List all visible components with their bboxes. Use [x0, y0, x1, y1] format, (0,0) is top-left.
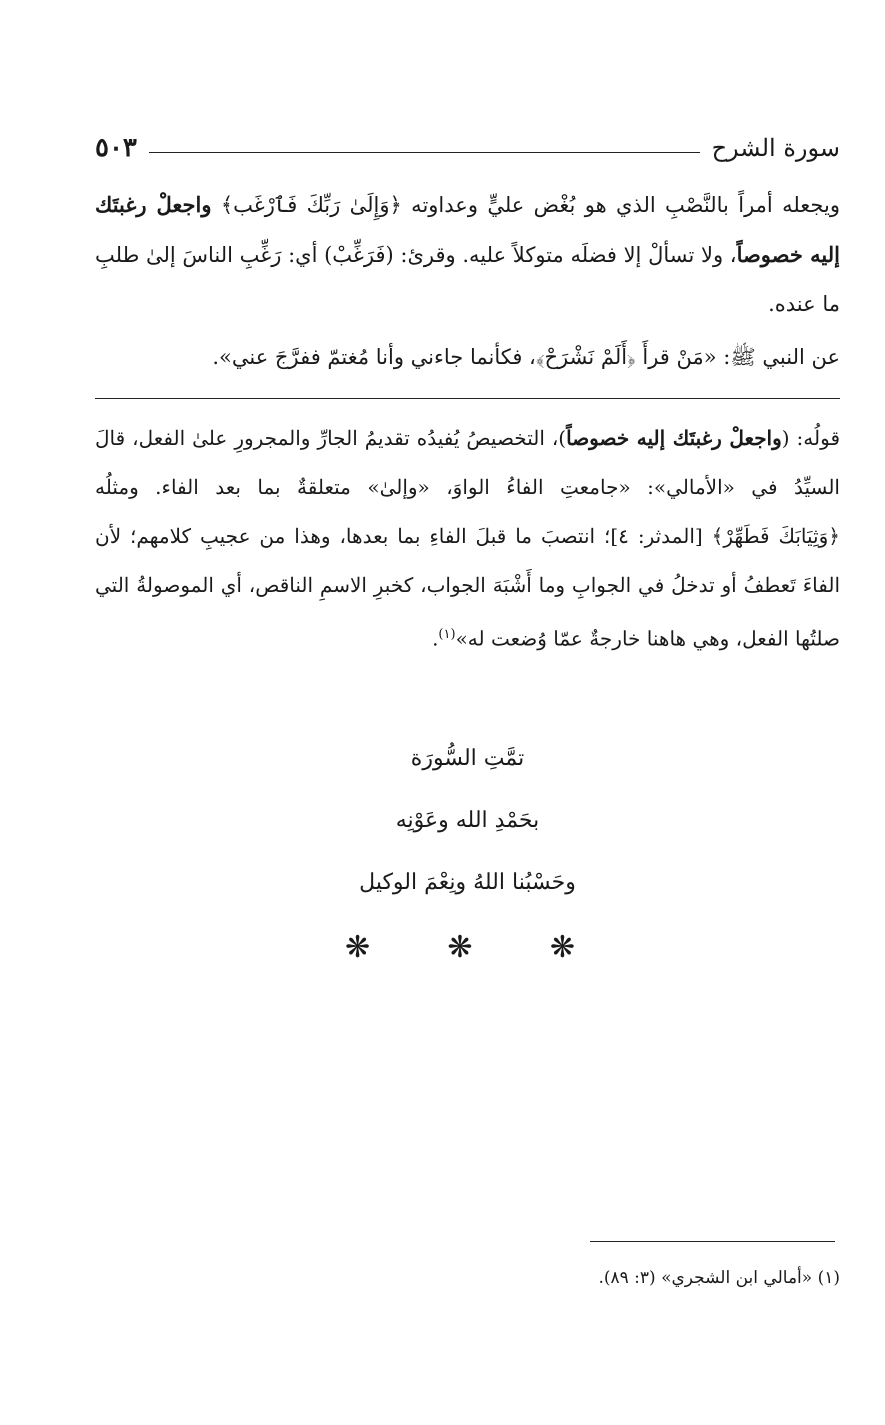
closing-line-2: بحَمْدِ الله وعَوْنِه	[395, 808, 540, 833]
page-header	[95, 128, 840, 168]
ornament-stars	[345, 930, 575, 965]
main-text-segment: ويجعله أمراً بالنَّصْبِ الذي هو بُغْض عليٍّ وعداوته	[401, 193, 840, 217]
section-divider	[95, 398, 840, 399]
main-text-segment	[211, 193, 220, 217]
hadith-segment: عن النبي ﷺ: «مَنْ قرأَ	[635, 345, 840, 369]
main-text-segment: ، ولا تسألْ إلا فضلَه متوكلاً عليه. وقرئ: (فَرَغِّبْ) أي: رَغِّبِ الناسَ إلىٰ طلبِ ما عنده.	[95, 243, 840, 316]
footnote: (١) «أمالي ابن الشجري» (٣: ٨٩).	[598, 1268, 840, 1288]
closing-formula	[95, 728, 840, 914]
commentary	[95, 414, 840, 664]
ornament-star-icon: ❋	[447, 930, 473, 965]
page-number: ٥٠٣	[95, 133, 137, 163]
footnote-rule	[590, 1241, 835, 1242]
header-rule	[149, 152, 700, 153]
ornament-star-icon: ❋	[549, 930, 575, 965]
closing-line-3: وحَسْبُنا اللهُ ونِعْمَ الوكيل	[359, 870, 576, 895]
main-paragraph	[95, 180, 840, 329]
quran-quote: ﴿وَإِلَىٰ رَبِّكَ فَٱرْغَب﴾	[220, 193, 402, 217]
quran-quote: ﴿أَلَمْ نَشْرَحْ﴾	[535, 345, 636, 369]
footnote-reference: (١)	[438, 627, 456, 642]
bold-phrase: واجعلْ رغبتَك إليه خصوصاً	[95, 192, 840, 267]
bold-phrase: واجعلْ رغبتَك إليه خصوصاً	[566, 426, 782, 450]
commentary-paragraph	[95, 414, 840, 664]
quran-quote: ﴿وَثِيَابَكَ فَطَهِّرْ﴾	[711, 524, 840, 548]
ornament-star-icon: ❋	[345, 930, 371, 965]
main-text	[95, 180, 840, 382]
commentary-segment: .	[432, 626, 439, 651]
hadith-segment: ، فكأنما جاءني وأنا مُغتمّ ففرَّجَ عني».	[212, 345, 536, 369]
hadith-paragraph	[95, 333, 840, 382]
closing-line-1: تمَّتِ السُّورَة	[410, 746, 525, 771]
commentary-segment: قولُه: (	[781, 426, 840, 450]
surah-title: سورة الشرح	[711, 134, 840, 162]
commentary-segment: )، التخصيصُ يُفيدُه تقديمُ الجارِّ والمجرورِ علىٰ الفعل، قالَ السيِّدُ في «الأمالي»: «جامعتِ الفاءُ الواوَ، «وإلىٰ» متعلقةٌ بما بعد الفاء. ومثلُه	[95, 426, 840, 499]
commentary-segment: [المدثر: ٤]؛ انتصبَ ما قبلَ الفاءِ بما بعدها، وهذا من عجيبِ كلامهم؛ لأن الفاءَ تَعطفُ أو تدخلُ في الجوابِ وما أَشْبَهَ الجواب، كخبرِ الاسمِ الناقص، أي الموصولةُ التي صلتُها الفعل، وهي هاهنا خارجةٌ عمّا وُضعت له»	[95, 524, 840, 651]
